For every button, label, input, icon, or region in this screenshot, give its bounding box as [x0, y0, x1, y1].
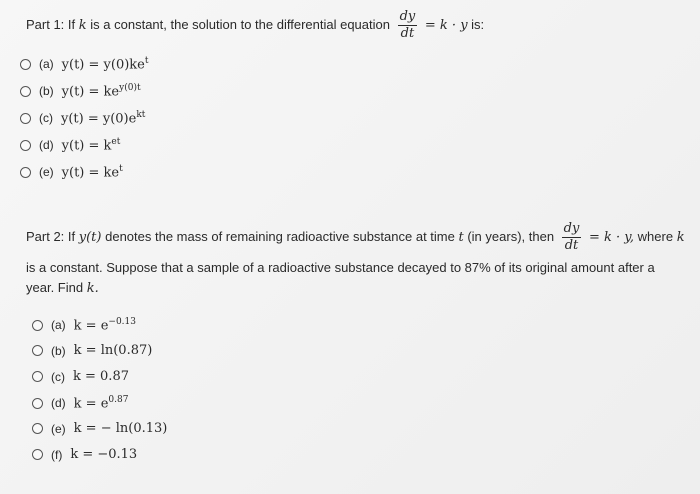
option-exponent: y(0)t — [119, 83, 141, 93]
option-label: (c) — [39, 111, 53, 126]
option-expression: $k = e^{0.87}$ — [73, 395, 129, 412]
radio-button[interactable] — [20, 140, 31, 151]
radio-button[interactable] — [32, 423, 43, 434]
radio-button[interactable] — [20, 59, 31, 70]
radio-button[interactable] — [20, 167, 31, 178]
part2-option-f[interactable] — [32, 447, 137, 462]
part1-frac-num: dy — [399, 9, 416, 24]
option-expression: $y(t) = y(0)e^{kt}$ — [61, 110, 146, 127]
part2-option-b[interactable] — [32, 343, 152, 358]
part2-line1-b: denotes the mass of remaining radioactive substance at time — [105, 228, 455, 244]
radio-button[interactable] — [32, 449, 43, 460]
part2-option-e[interactable] — [32, 421, 167, 436]
part1-option-a[interactable] — [20, 56, 149, 72]
part1-k-var: k — [78, 17, 87, 33]
option-exponent: et — [111, 137, 121, 147]
part2-question-line1 — [26, 222, 685, 253]
part2-var-y: y(t) — [78, 229, 102, 245]
option-expression: $k = e^{-0.13}$ — [73, 317, 136, 334]
part1-suffix: is: — [471, 16, 485, 32]
part2-var-k: k — [676, 229, 685, 245]
option-exponent: t — [119, 164, 123, 174]
option-label: (a) — [39, 57, 54, 72]
option-label: (f) — [51, 447, 63, 462]
part2-derivative — [562, 222, 582, 253]
part2-line3-k: k. — [86, 281, 99, 296]
option-exponent: −0.13 — [108, 317, 136, 327]
part2-question-line2: is a constant. Suppose that a sample of a radioactive substance decayed to 87% of its original amount after a — [26, 260, 655, 275]
part1-middle: is a constant, the solution to the differential equation — [90, 16, 390, 32]
option-label: (e) — [39, 165, 54, 180]
part2-option-d[interactable] — [32, 395, 128, 411]
option-exponent: t — [144, 56, 149, 66]
option-expression: k = 0.87 — [73, 369, 129, 384]
part1-option-c[interactable] — [20, 110, 145, 126]
option-expression: k = ln(0.87) — [73, 343, 153, 358]
part2-var-t: t — [458, 229, 464, 245]
part1-rhs: = k · y — [424, 17, 468, 33]
radio-button[interactable] — [32, 320, 43, 331]
part1-option-e[interactable] — [20, 164, 123, 180]
part2-frac-den: dt — [564, 238, 579, 253]
option-exponent: 0.87 — [108, 395, 129, 405]
radio-button[interactable] — [32, 371, 43, 382]
option-expression: $y(t) = ke^{y(0)t}$ — [61, 83, 141, 100]
option-label: (b) — [51, 343, 66, 358]
part1-frac-den: dt — [400, 26, 415, 41]
part1-prefix: Part 1: If — [26, 16, 76, 32]
part1-derivative — [398, 10, 418, 41]
option-expression: k = −0.13 — [70, 447, 138, 462]
option-exponent: kt — [136, 110, 146, 120]
part2-line3-a: year. Find — [26, 280, 84, 295]
option-expression: $y(t) = y(0)ke^t$ — [61, 56, 149, 73]
part1-question — [26, 10, 484, 41]
part2-line1-c: (in years), then — [467, 228, 555, 244]
option-label: (c) — [51, 369, 65, 384]
part2-question-line3 — [26, 279, 676, 298]
radio-button[interactable] — [20, 113, 31, 124]
option-label: (b) — [39, 84, 54, 99]
option-expression: k = − ln(0.13) — [73, 421, 168, 436]
radio-button[interactable] — [32, 398, 43, 409]
option-expression: $y(t) = k^{et}$ — [61, 137, 121, 154]
part1-option-b[interactable] — [20, 83, 141, 99]
radio-button[interactable] — [32, 345, 43, 356]
option-label: (d) — [51, 396, 66, 411]
part2-rhs: = k · y, — [588, 229, 635, 245]
option-expression: $y(t) = ke^t$ — [61, 164, 123, 181]
option-label: (d) — [39, 138, 54, 153]
radio-button[interactable] — [20, 86, 31, 97]
part2-option-c[interactable] — [32, 369, 129, 384]
option-label: (a) — [51, 318, 66, 333]
part2-option-a[interactable] — [32, 317, 136, 333]
option-label: (e) — [51, 421, 66, 436]
part1-option-d[interactable] — [20, 137, 120, 153]
part2-prefix: Part 2: If — [26, 228, 76, 244]
part2-line1-d: where — [637, 228, 674, 244]
part2-frac-num: dy — [563, 221, 580, 236]
